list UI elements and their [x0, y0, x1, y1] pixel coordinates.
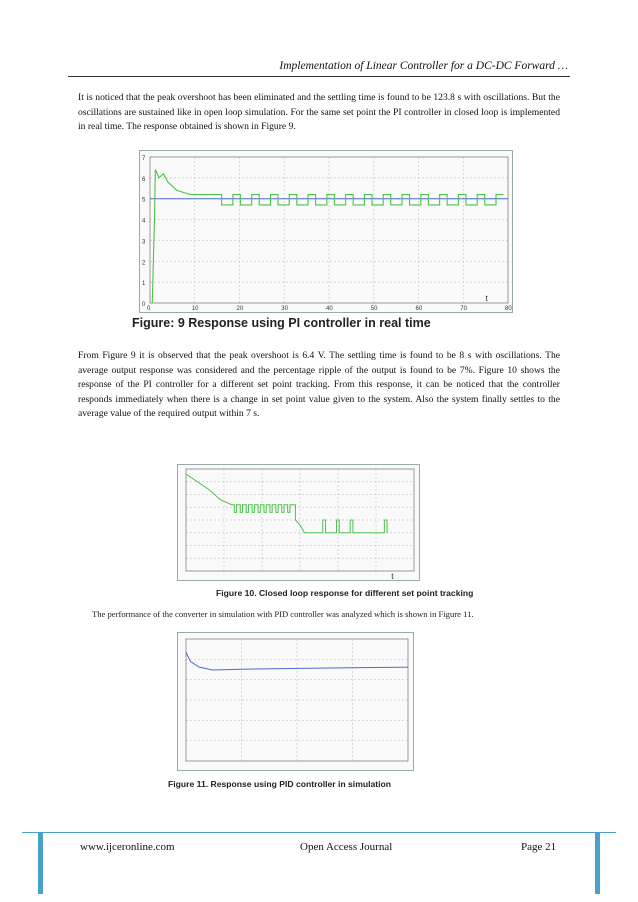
footer-left-bar — [38, 832, 43, 894]
fig10-x-unit: t — [391, 572, 394, 580]
fig9-xtick-label: 30 — [281, 306, 288, 312]
figure-11-caption: Figure 11. Response using PID controller in simulation — [168, 779, 392, 789]
header-rule — [68, 76, 570, 77]
fig9-xtick-label: 70 — [460, 306, 467, 312]
fig9-xtick-label: 60 — [415, 306, 423, 312]
fig9-response-line — [150, 170, 504, 303]
fig9-xtick-label: 50 — [370, 306, 378, 312]
figure-9-plot — [139, 150, 513, 313]
figure-11-intro-sentence: The performance of the converter in simulation with PID controller was analyzed which is shown in Figure 11. — [92, 609, 474, 619]
footer-website: www.ijceronline.com — [80, 841, 175, 853]
figure-9-caption: Figure: 9 Response using PI controller in real time — [132, 316, 431, 330]
fig9-ytick-label: 7 — [142, 156, 146, 162]
fig9-ytick-label: 3 — [142, 239, 146, 246]
figure-11-plot — [177, 632, 414, 771]
footer-journal: Open Access Journal — [300, 841, 393, 853]
fig9-ytick-label: 4 — [142, 218, 146, 225]
footer-page-number: Page 21 — [521, 841, 557, 853]
fig9-xtick-label: 0 — [147, 306, 151, 312]
fig9-ytick-label: 1 — [142, 281, 146, 288]
figure-11-chart — [178, 633, 413, 770]
paragraph-2: From Figure 9 it is observed that the peak overshoot is 6.4 V. The settling time is found to be 8 s with oscillations. The average output response was considered and the percentage ripple of the output is found to be 7%. Figure 10 shows the response of the PI controller for a different set point tracking. From this response, it can be noticed that the controller responds immediately when there is a change in set point value given to the system. Also the system finally settles to the average value of the required output within 7 s. — [78, 350, 560, 420]
footer-rule — [22, 832, 616, 833]
fig9-ytick-label: 0 — [142, 302, 146, 308]
fig9-xtick-label: 20 — [236, 306, 244, 312]
footer-right-bar — [595, 832, 600, 894]
fig9-xtick-label: 80 — [505, 306, 512, 312]
fig9-ytick-label: 6 — [142, 176, 146, 183]
figure-10-chart — [178, 465, 419, 580]
fig9-xtick-label: 10 — [191, 306, 199, 312]
figure-9-chart — [140, 151, 512, 312]
page-footer — [22, 832, 616, 892]
paragraph-1: It is noticed that the peak overshoot has been eliminated and the settling time is found to be 123.8 s with oscillations. But the oscillations are sustained like in open loop simulation. For the same set point the PI controller in closed loop is implemented in real time. The response obtained is shown in Figure 9. — [78, 92, 560, 133]
fig9-x-unit: t — [485, 294, 488, 303]
figure-10-caption: Figure 10. Closed loop response for different set point tracking — [216, 588, 474, 598]
fig9-xtick-label: 40 — [326, 306, 333, 312]
fig10-response-line — [186, 474, 387, 533]
fig9-ytick-label: 2 — [142, 260, 146, 267]
running-header: Implementation of Linear Controller for a DC-DC Forward … — [279, 60, 568, 72]
fig9-ytick-label: 5 — [142, 197, 146, 204]
figure-10-plot — [177, 464, 420, 581]
